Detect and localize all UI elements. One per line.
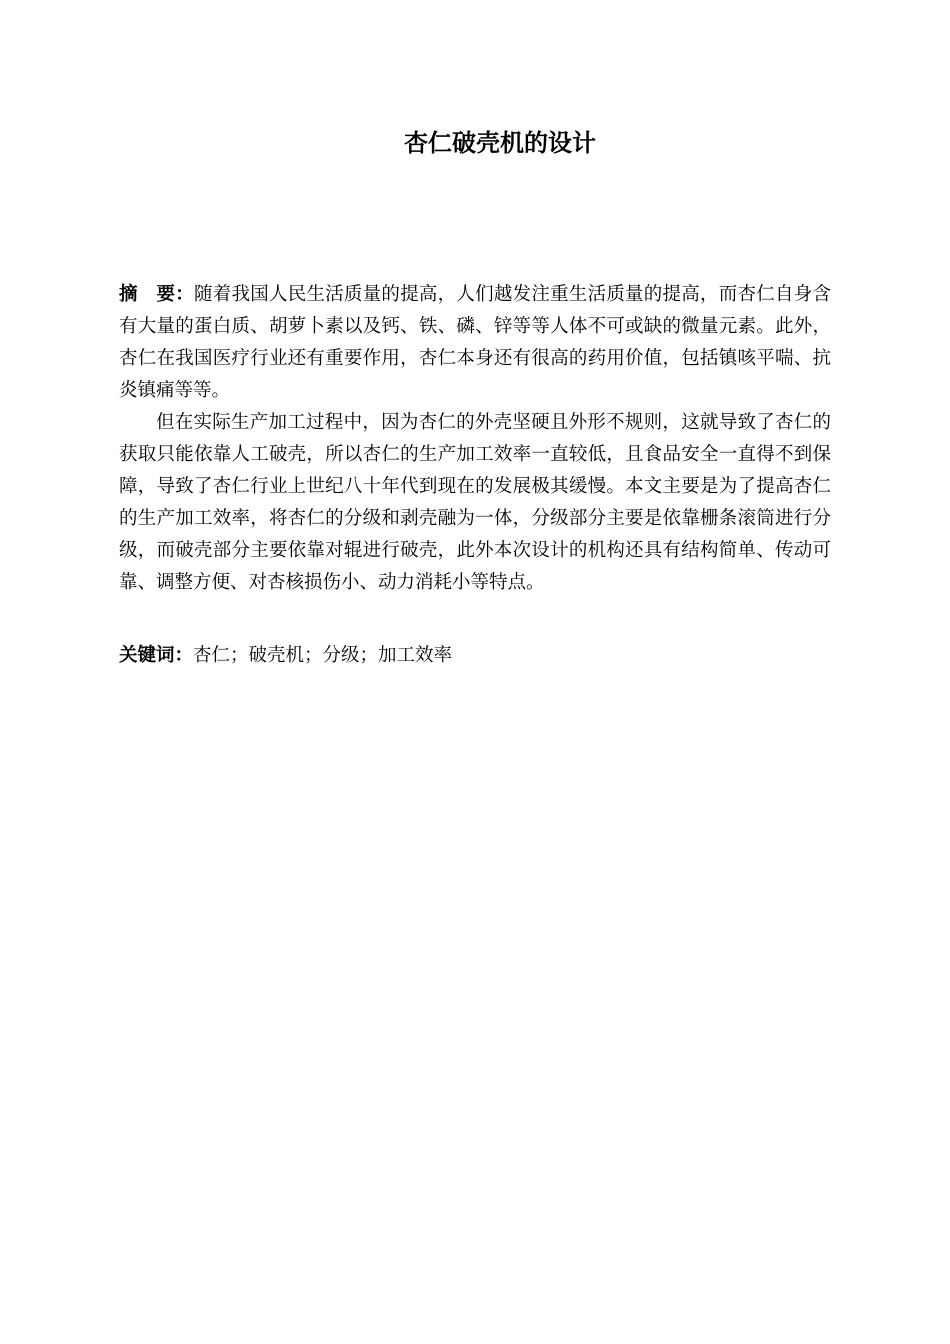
page-title: 杏仁破壳机的设计 — [404, 129, 596, 157]
keywords-section — [119, 640, 831, 672]
keywords-label: 关键词： — [119, 645, 194, 666]
keywords-text: 杏仁；破壳机；分级；加工效率 — [193, 645, 453, 666]
abstract-section — [119, 279, 831, 599]
abstract-label: 摘 要： — [119, 284, 194, 305]
abstract-paragraph-1 — [119, 279, 831, 407]
abstract-paragraph-2: 但在实际生产加工过程中，因为杏仁的外壳坚硬且外形不规则，这就导致了杏仁的获取只能依靠人工破壳，所以杏仁的生产加工效率一直较低，且食品安全一直得不到保障，导致了杏仁行业上世纪八十年代到现在的发展极其缓慢。本文主要是为了提高杏仁的生产加工效率，将杏仁的分级和剥壳融为一体，分级部分主要是依靠栅条滚筒进行分级，而破壳部分主要依靠对辊进行破壳，此外本次设计的机构还具有结构简单、传动可靠、调整方便、对杏核损伤小、动力消耗小等特点。 — [119, 412, 831, 593]
abstract-text-1: 随着我国人民生活质量的提高，人们越发注重生活质量的提高，而杏仁自身含有大量的蛋白质、胡萝卜素以及钙、铁、磷、锌等等人体不可或缺的微量元素。此外，杏仁在我国医疗行业还有重要作用，杏仁本身还有很高的药用价值，包括镇咳平喘、抗炎镇痛等等。 — [119, 284, 831, 401]
